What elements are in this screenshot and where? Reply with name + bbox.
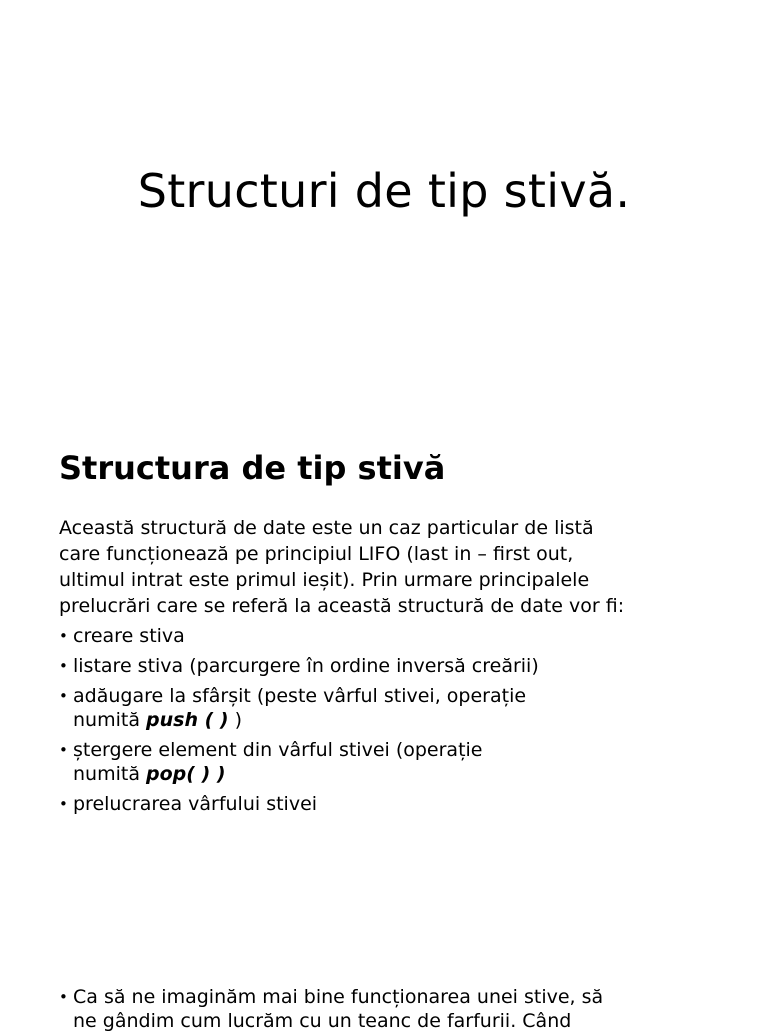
list-item-text-continued: ne gândim cum lucrăm cu un teanc de farfurii. Când bbox=[73, 1010, 572, 1032]
intro-line: Această structură de date este un caz particular de listă bbox=[59, 517, 594, 539]
list-item-prefix: numită bbox=[73, 709, 147, 731]
list-item-text: Ca să ne imaginăm mai bine funcționarea unei stive, să bbox=[73, 986, 604, 1008]
list-item bbox=[59, 792, 719, 816]
intro-line: ultimul intrat este primul ieșit). Prin urmare principalele bbox=[59, 569, 590, 591]
list-item bbox=[59, 985, 719, 1033]
operations-list bbox=[59, 624, 719, 822]
list-item-text: creare stiva bbox=[73, 625, 185, 647]
list-item bbox=[59, 684, 719, 732]
pop-keyword: pop( ) ) bbox=[146, 763, 226, 785]
list-item bbox=[59, 738, 719, 786]
bullet-icon: • bbox=[59, 687, 68, 705]
list-item-prefix: numită bbox=[73, 763, 147, 785]
analogy-list bbox=[59, 985, 719, 1033]
list-item-text-continued bbox=[73, 708, 719, 732]
bullet-icon: • bbox=[59, 627, 68, 645]
bullet-icon: • bbox=[59, 741, 68, 759]
intro-line: care funcționează pe principiul LIFO (last in – first out, bbox=[59, 543, 574, 565]
section-heading: Structura de tip stivă bbox=[59, 449, 446, 487]
bullet-icon: • bbox=[59, 795, 68, 813]
list-item-text: listare stiva (parcurgere în ordine inversă creării) bbox=[73, 655, 539, 677]
list-item-suffix: ) bbox=[228, 709, 243, 731]
bullet-icon: • bbox=[59, 988, 68, 1006]
list-item-text: adăugare la sfârșit (peste vârful stivei, operație bbox=[73, 685, 527, 707]
list-item-text-continued bbox=[73, 762, 719, 786]
list-item-text: ștergere element din vârful stivei (operație bbox=[73, 739, 483, 761]
intro-paragraph bbox=[59, 515, 719, 619]
bullet-icon: • bbox=[59, 657, 68, 675]
list-item bbox=[59, 654, 719, 678]
list-item-text: prelucrarea vârfului stivei bbox=[73, 793, 318, 815]
list-item bbox=[59, 624, 719, 648]
intro-line: prelucrări care se referă la această structură de date vor fi: bbox=[59, 595, 625, 617]
push-keyword: push ( ) bbox=[146, 709, 229, 731]
slide-title: Structuri de tip stivă. bbox=[137, 164, 631, 218]
